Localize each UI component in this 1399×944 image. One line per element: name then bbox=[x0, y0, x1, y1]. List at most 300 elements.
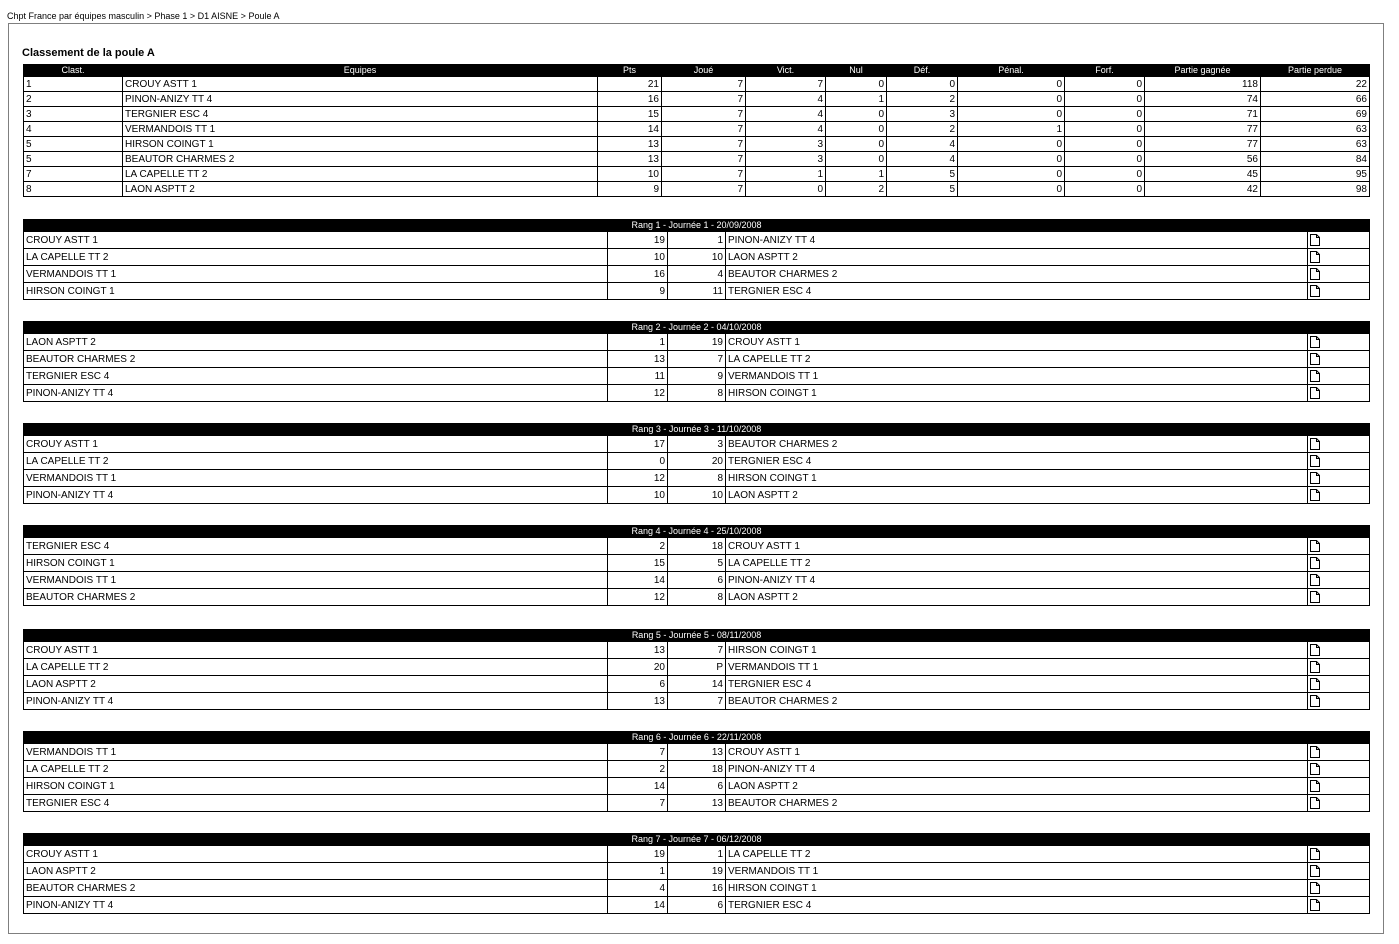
team-name-cell: LAON ASPTT 2 bbox=[123, 182, 598, 197]
document-icon[interactable] bbox=[1310, 268, 1320, 280]
away-team: VERMANDOIS TT 1 bbox=[726, 368, 1308, 385]
round-table bbox=[23, 219, 1370, 300]
breadcrumb-separator: > bbox=[144, 11, 155, 21]
away-score: 7 bbox=[668, 693, 726, 710]
home-team: VERMANDOIS TT 1 bbox=[24, 744, 608, 761]
stat-cell: 14 bbox=[598, 122, 662, 137]
match-row bbox=[24, 249, 1370, 266]
round-table bbox=[23, 423, 1370, 504]
match-row bbox=[24, 453, 1370, 470]
away-score: 10 bbox=[668, 487, 726, 504]
stat-cell: 13 bbox=[598, 137, 662, 152]
stat-cell: 0 bbox=[958, 92, 1065, 107]
stat-cell: 15 bbox=[598, 107, 662, 122]
away-team: HIRSON COINGT 1 bbox=[726, 642, 1308, 659]
team-name-cell: HIRSON COINGT 1 bbox=[123, 137, 598, 152]
match-row bbox=[24, 778, 1370, 795]
match-row bbox=[24, 642, 1370, 659]
rank-cell: 4 bbox=[24, 122, 123, 137]
match-sheet-cell bbox=[1308, 795, 1370, 812]
away-score: 18 bbox=[668, 538, 726, 555]
column-header: Partie perdue bbox=[1261, 65, 1370, 77]
document-icon[interactable] bbox=[1310, 780, 1320, 792]
match-sheet-cell bbox=[1308, 659, 1370, 676]
round-title: Rang 3 - Journée 3 - 11/10/2008 bbox=[24, 424, 1370, 436]
match-sheet-cell bbox=[1308, 351, 1370, 368]
stat-cell: 1 bbox=[826, 167, 887, 182]
match-row bbox=[24, 659, 1370, 676]
round-title: Rang 6 - Journée 6 - 22/11/2008 bbox=[24, 732, 1370, 744]
match-sheet-cell bbox=[1308, 880, 1370, 897]
stat-cell: 66 bbox=[1261, 92, 1370, 107]
away-team: LAON ASPTT 2 bbox=[726, 778, 1308, 795]
away-score: 8 bbox=[668, 589, 726, 606]
stat-cell: 71 bbox=[1145, 107, 1261, 122]
document-icon[interactable] bbox=[1310, 285, 1320, 297]
home-team: LAON ASPTT 2 bbox=[24, 334, 608, 351]
stat-cell: 0 bbox=[826, 152, 887, 167]
stat-cell: 2 bbox=[887, 92, 958, 107]
column-header: Partie gagnée bbox=[1145, 65, 1261, 77]
away-score: 9 bbox=[668, 368, 726, 385]
match-row bbox=[24, 572, 1370, 589]
home-score: 7 bbox=[608, 795, 668, 812]
match-sheet-cell bbox=[1308, 470, 1370, 487]
stat-cell: 9 bbox=[598, 182, 662, 197]
stat-cell: 2 bbox=[887, 122, 958, 137]
stat-cell: 0 bbox=[1065, 107, 1145, 122]
document-icon[interactable] bbox=[1310, 865, 1320, 877]
home-score: 13 bbox=[608, 642, 668, 659]
stat-cell: 0 bbox=[1065, 137, 1145, 152]
stat-cell: 7 bbox=[662, 122, 746, 137]
stat-cell: 0 bbox=[746, 182, 826, 197]
away-team: VERMANDOIS TT 1 bbox=[726, 659, 1308, 676]
match-row bbox=[24, 283, 1370, 300]
away-team: VERMANDOIS TT 1 bbox=[726, 863, 1308, 880]
away-team: BEAUTOR CHARMES 2 bbox=[726, 266, 1308, 283]
round-table bbox=[23, 321, 1370, 402]
match-sheet-cell bbox=[1308, 334, 1370, 351]
rank-cell: 2 bbox=[24, 92, 123, 107]
round-title: Rang 4 - Journée 4 - 25/10/2008 bbox=[24, 526, 1370, 538]
round-table bbox=[23, 833, 1370, 914]
match-row bbox=[24, 589, 1370, 606]
document-icon[interactable] bbox=[1310, 591, 1320, 603]
stat-cell: 3 bbox=[746, 137, 826, 152]
away-team: HIRSON COINGT 1 bbox=[726, 470, 1308, 487]
breadcrumb-separator: > bbox=[187, 11, 198, 21]
away-team: HIRSON COINGT 1 bbox=[726, 880, 1308, 897]
stat-cell: 0 bbox=[1065, 152, 1145, 167]
home-team: TERGNIER ESC 4 bbox=[24, 795, 608, 812]
home-team: PINON-ANIZY TT 4 bbox=[24, 897, 608, 914]
away-score: 19 bbox=[668, 863, 726, 880]
standings-header-row bbox=[24, 65, 1370, 77]
match-sheet-cell bbox=[1308, 385, 1370, 402]
away-score: 4 bbox=[668, 266, 726, 283]
column-header: Déf. bbox=[887, 65, 958, 77]
away-team: LA CAPELLE TT 2 bbox=[726, 555, 1308, 572]
document-icon[interactable] bbox=[1310, 695, 1320, 707]
match-row bbox=[24, 744, 1370, 761]
home-score: 15 bbox=[608, 555, 668, 572]
home-score: 7 bbox=[608, 744, 668, 761]
match-sheet-cell bbox=[1308, 863, 1370, 880]
match-sheet-cell bbox=[1308, 249, 1370, 266]
home-score: 12 bbox=[608, 470, 668, 487]
round-header-row bbox=[24, 732, 1370, 744]
document-icon[interactable] bbox=[1310, 644, 1320, 656]
match-sheet-cell bbox=[1308, 232, 1370, 249]
match-row bbox=[24, 795, 1370, 812]
home-team: LA CAPELLE TT 2 bbox=[24, 249, 608, 266]
document-icon[interactable] bbox=[1310, 489, 1320, 501]
home-team: HIRSON COINGT 1 bbox=[24, 778, 608, 795]
match-row bbox=[24, 897, 1370, 914]
match-sheet-cell bbox=[1308, 761, 1370, 778]
round-table bbox=[23, 731, 1370, 812]
away-score: 8 bbox=[668, 385, 726, 402]
away-team: PINON-ANIZY TT 4 bbox=[726, 232, 1308, 249]
home-team: CROUY ASTT 1 bbox=[24, 232, 608, 249]
stat-cell: 0 bbox=[958, 167, 1065, 182]
document-icon[interactable] bbox=[1310, 251, 1320, 263]
round-title: Rang 2 - Journée 2 - 04/10/2008 bbox=[24, 322, 1370, 334]
match-row bbox=[24, 368, 1370, 385]
stat-cell: 63 bbox=[1261, 122, 1370, 137]
match-row bbox=[24, 863, 1370, 880]
standings-row bbox=[24, 152, 1370, 167]
column-header: Clast. bbox=[24, 65, 123, 77]
home-team: VERMANDOIS TT 1 bbox=[24, 572, 608, 589]
stat-cell: 0 bbox=[1065, 167, 1145, 182]
round-header-row bbox=[24, 220, 1370, 232]
stat-cell: 56 bbox=[1145, 152, 1261, 167]
round-header-row bbox=[24, 322, 1370, 334]
stat-cell: 0 bbox=[1065, 122, 1145, 137]
document-icon[interactable] bbox=[1310, 763, 1320, 775]
stat-cell: 1 bbox=[958, 122, 1065, 137]
document-icon[interactable] bbox=[1310, 557, 1320, 569]
home-score: 11 bbox=[608, 368, 668, 385]
away-team: LAON ASPTT 2 bbox=[726, 487, 1308, 504]
home-score: 2 bbox=[608, 538, 668, 555]
stat-cell: 84 bbox=[1261, 152, 1370, 167]
home-team: BEAUTOR CHARMES 2 bbox=[24, 351, 608, 368]
stat-cell: 0 bbox=[1065, 77, 1145, 92]
away-score: 6 bbox=[668, 778, 726, 795]
away-score: 11 bbox=[668, 283, 726, 300]
away-score: 13 bbox=[668, 795, 726, 812]
document-icon[interactable] bbox=[1310, 472, 1320, 484]
away-score: 1 bbox=[668, 846, 726, 863]
stat-cell: 10 bbox=[598, 167, 662, 182]
match-row bbox=[24, 436, 1370, 453]
home-team: PINON-ANIZY TT 4 bbox=[24, 693, 608, 710]
document-icon[interactable] bbox=[1310, 678, 1320, 690]
match-sheet-cell bbox=[1308, 453, 1370, 470]
document-icon[interactable] bbox=[1310, 455, 1320, 467]
match-sheet-cell bbox=[1308, 436, 1370, 453]
round-table bbox=[23, 525, 1370, 606]
match-row bbox=[24, 266, 1370, 283]
stat-cell: 0 bbox=[887, 77, 958, 92]
home-team: TERGNIER ESC 4 bbox=[24, 368, 608, 385]
home-score: 12 bbox=[608, 589, 668, 606]
match-row bbox=[24, 880, 1370, 897]
home-team: BEAUTOR CHARMES 2 bbox=[24, 880, 608, 897]
away-team: BEAUTOR CHARMES 2 bbox=[726, 436, 1308, 453]
team-name-cell: BEAUTOR CHARMES 2 bbox=[123, 152, 598, 167]
stat-cell: 95 bbox=[1261, 167, 1370, 182]
column-header: Forf. bbox=[1065, 65, 1145, 77]
away-team: LA CAPELLE TT 2 bbox=[726, 846, 1308, 863]
breadcrumb-item: Poule A bbox=[248, 11, 280, 21]
away-team: PINON-ANIZY TT 4 bbox=[726, 761, 1308, 778]
stat-cell: 2 bbox=[826, 182, 887, 197]
away-team: TERGNIER ESC 4 bbox=[726, 897, 1308, 914]
document-icon[interactable] bbox=[1310, 746, 1320, 758]
away-score: 6 bbox=[668, 572, 726, 589]
team-name-cell: LA CAPELLE TT 2 bbox=[123, 167, 598, 182]
standings-table bbox=[23, 64, 1370, 197]
match-row bbox=[24, 538, 1370, 555]
column-header: Equipes bbox=[123, 65, 598, 77]
team-name-cell: CROUY ASTT 1 bbox=[123, 77, 598, 92]
match-sheet-cell bbox=[1308, 744, 1370, 761]
standings-row bbox=[24, 107, 1370, 122]
match-row bbox=[24, 385, 1370, 402]
away-score: 10 bbox=[668, 249, 726, 266]
stat-cell: 0 bbox=[958, 77, 1065, 92]
home-team: CROUY ASTT 1 bbox=[24, 642, 608, 659]
stat-cell: 77 bbox=[1145, 122, 1261, 137]
match-sheet-cell bbox=[1308, 487, 1370, 504]
match-row bbox=[24, 761, 1370, 778]
breadcrumb bbox=[7, 11, 279, 21]
document-icon[interactable] bbox=[1310, 438, 1320, 450]
stat-cell: 0 bbox=[1065, 92, 1145, 107]
stat-cell: 0 bbox=[958, 137, 1065, 152]
match-row bbox=[24, 232, 1370, 249]
document-icon[interactable] bbox=[1310, 353, 1320, 365]
match-sheet-cell bbox=[1308, 589, 1370, 606]
round-header-row bbox=[24, 834, 1370, 846]
away-score: 19 bbox=[668, 334, 726, 351]
document-icon[interactable] bbox=[1310, 387, 1320, 399]
home-score: 19 bbox=[608, 232, 668, 249]
away-team: TERGNIER ESC 4 bbox=[726, 283, 1308, 300]
away-team: CROUY ASTT 1 bbox=[726, 538, 1308, 555]
match-row bbox=[24, 676, 1370, 693]
match-row bbox=[24, 487, 1370, 504]
column-header: Pénal. bbox=[958, 65, 1065, 77]
stat-cell: 63 bbox=[1261, 137, 1370, 152]
home-team: LA CAPELLE TT 2 bbox=[24, 659, 608, 676]
stat-cell: 0 bbox=[1065, 182, 1145, 197]
home-team: PINON-ANIZY TT 4 bbox=[24, 487, 608, 504]
breadcrumb-item[interactable]: Phase 1 bbox=[154, 11, 188, 21]
stat-cell: 7 bbox=[746, 77, 826, 92]
stat-cell: 42 bbox=[1145, 182, 1261, 197]
round-header-row bbox=[24, 424, 1370, 436]
stat-cell: 4 bbox=[887, 137, 958, 152]
match-sheet-cell bbox=[1308, 846, 1370, 863]
home-team: TERGNIER ESC 4 bbox=[24, 538, 608, 555]
away-score: 16 bbox=[668, 880, 726, 897]
home-team: LAON ASPTT 2 bbox=[24, 676, 608, 693]
stat-cell: 118 bbox=[1145, 77, 1261, 92]
match-row bbox=[24, 470, 1370, 487]
stat-cell: 3 bbox=[746, 152, 826, 167]
match-row bbox=[24, 555, 1370, 572]
stat-cell: 1 bbox=[826, 92, 887, 107]
home-team: HIRSON COINGT 1 bbox=[24, 555, 608, 572]
home-score: 16 bbox=[608, 266, 668, 283]
home-team: LA CAPELLE TT 2 bbox=[24, 761, 608, 778]
home-score: 10 bbox=[608, 487, 668, 504]
stat-cell: 69 bbox=[1261, 107, 1370, 122]
home-score: 1 bbox=[608, 334, 668, 351]
away-score: 8 bbox=[668, 470, 726, 487]
document-icon[interactable] bbox=[1310, 882, 1320, 894]
match-sheet-cell bbox=[1308, 572, 1370, 589]
home-score: 14 bbox=[608, 572, 668, 589]
match-sheet-cell bbox=[1308, 538, 1370, 555]
stat-cell: 98 bbox=[1261, 182, 1370, 197]
stat-cell: 16 bbox=[598, 92, 662, 107]
away-team: HIRSON COINGT 1 bbox=[726, 385, 1308, 402]
home-score: 17 bbox=[608, 436, 668, 453]
match-row bbox=[24, 334, 1370, 351]
standings-row bbox=[24, 122, 1370, 137]
column-header: Pts bbox=[598, 65, 662, 77]
home-score: 14 bbox=[608, 897, 668, 914]
document-icon[interactable] bbox=[1310, 797, 1320, 809]
document-icon[interactable] bbox=[1310, 336, 1320, 348]
home-team: LAON ASPTT 2 bbox=[24, 863, 608, 880]
round-header-row bbox=[24, 526, 1370, 538]
stat-cell: 45 bbox=[1145, 167, 1261, 182]
rank-cell: 3 bbox=[24, 107, 123, 122]
column-header: Vict. bbox=[746, 65, 826, 77]
match-row bbox=[24, 351, 1370, 368]
away-score: P bbox=[668, 659, 726, 676]
stat-cell: 0 bbox=[826, 77, 887, 92]
document-icon[interactable] bbox=[1310, 848, 1320, 860]
home-score: 4 bbox=[608, 880, 668, 897]
away-score: 7 bbox=[668, 642, 726, 659]
stat-cell: 21 bbox=[598, 77, 662, 92]
home-score: 6 bbox=[608, 676, 668, 693]
away-score: 1 bbox=[668, 232, 726, 249]
stat-cell: 5 bbox=[887, 167, 958, 182]
column-header: Joué bbox=[662, 65, 746, 77]
home-score: 1 bbox=[608, 863, 668, 880]
document-icon[interactable] bbox=[1310, 899, 1320, 911]
standings-row bbox=[24, 92, 1370, 107]
away-team: LAON ASPTT 2 bbox=[726, 589, 1308, 606]
stat-cell: 13 bbox=[598, 152, 662, 167]
stat-cell: 7 bbox=[662, 92, 746, 107]
round-title: Rang 1 - Journée 1 - 20/09/2008 bbox=[24, 220, 1370, 232]
away-score: 6 bbox=[668, 897, 726, 914]
rank-cell: 1 bbox=[24, 77, 123, 92]
stat-cell: 7 bbox=[662, 137, 746, 152]
standings-row bbox=[24, 182, 1370, 197]
standings-row bbox=[24, 167, 1370, 182]
away-team: BEAUTOR CHARMES 2 bbox=[726, 795, 1308, 812]
match-row bbox=[24, 693, 1370, 710]
home-team: CROUY ASTT 1 bbox=[24, 846, 608, 863]
rank-cell: 5 bbox=[24, 137, 123, 152]
round-header-row bbox=[24, 630, 1370, 642]
stat-cell: 4 bbox=[887, 152, 958, 167]
breadcrumb-item[interactable]: D1 AISNE bbox=[197, 11, 239, 21]
stat-cell: 5 bbox=[887, 182, 958, 197]
home-score: 13 bbox=[608, 693, 668, 710]
stat-cell: 0 bbox=[958, 152, 1065, 167]
home-score: 19 bbox=[608, 846, 668, 863]
stat-cell: 0 bbox=[958, 107, 1065, 122]
rank-cell: 8 bbox=[24, 182, 123, 197]
home-team: CROUY ASTT 1 bbox=[24, 436, 608, 453]
away-team: TERGNIER ESC 4 bbox=[726, 453, 1308, 470]
rank-cell: 7 bbox=[24, 167, 123, 182]
stat-cell: 0 bbox=[826, 107, 887, 122]
column-header: Nul bbox=[826, 65, 887, 77]
stat-cell: 22 bbox=[1261, 77, 1370, 92]
team-name-cell: TERGNIER ESC 4 bbox=[123, 107, 598, 122]
home-score: 13 bbox=[608, 351, 668, 368]
stat-cell: 0 bbox=[826, 122, 887, 137]
home-score: 10 bbox=[608, 249, 668, 266]
away-team: CROUY ASTT 1 bbox=[726, 744, 1308, 761]
round-table bbox=[23, 629, 1370, 710]
document-icon[interactable] bbox=[1310, 234, 1320, 246]
away-team: CROUY ASTT 1 bbox=[726, 334, 1308, 351]
match-sheet-cell bbox=[1308, 555, 1370, 572]
away-score: 5 bbox=[668, 555, 726, 572]
document-icon[interactable] bbox=[1310, 661, 1320, 673]
stat-cell: 0 bbox=[826, 137, 887, 152]
stat-cell: 4 bbox=[746, 92, 826, 107]
match-sheet-cell bbox=[1308, 642, 1370, 659]
document-icon[interactable] bbox=[1310, 574, 1320, 586]
stat-cell: 4 bbox=[746, 122, 826, 137]
standings-row bbox=[24, 77, 1370, 92]
home-score: 0 bbox=[608, 453, 668, 470]
away-team: TERGNIER ESC 4 bbox=[726, 676, 1308, 693]
stat-cell: 7 bbox=[662, 152, 746, 167]
team-name-cell: VERMANDOIS TT 1 bbox=[123, 122, 598, 137]
home-team: VERMANDOIS TT 1 bbox=[24, 470, 608, 487]
match-row bbox=[24, 846, 1370, 863]
document-icon[interactable] bbox=[1310, 370, 1320, 382]
away-score: 7 bbox=[668, 351, 726, 368]
breadcrumb-item[interactable]: Chpt France par équipes masculin bbox=[7, 11, 145, 21]
round-title: Rang 7 - Journée 7 - 06/12/2008 bbox=[24, 834, 1370, 846]
away-score: 18 bbox=[668, 761, 726, 778]
stat-cell: 7 bbox=[662, 182, 746, 197]
home-score: 2 bbox=[608, 761, 668, 778]
document-icon[interactable] bbox=[1310, 540, 1320, 552]
home-score: 20 bbox=[608, 659, 668, 676]
breadcrumb-separator: > bbox=[238, 11, 249, 21]
stat-cell: 7 bbox=[662, 77, 746, 92]
home-score: 12 bbox=[608, 385, 668, 402]
